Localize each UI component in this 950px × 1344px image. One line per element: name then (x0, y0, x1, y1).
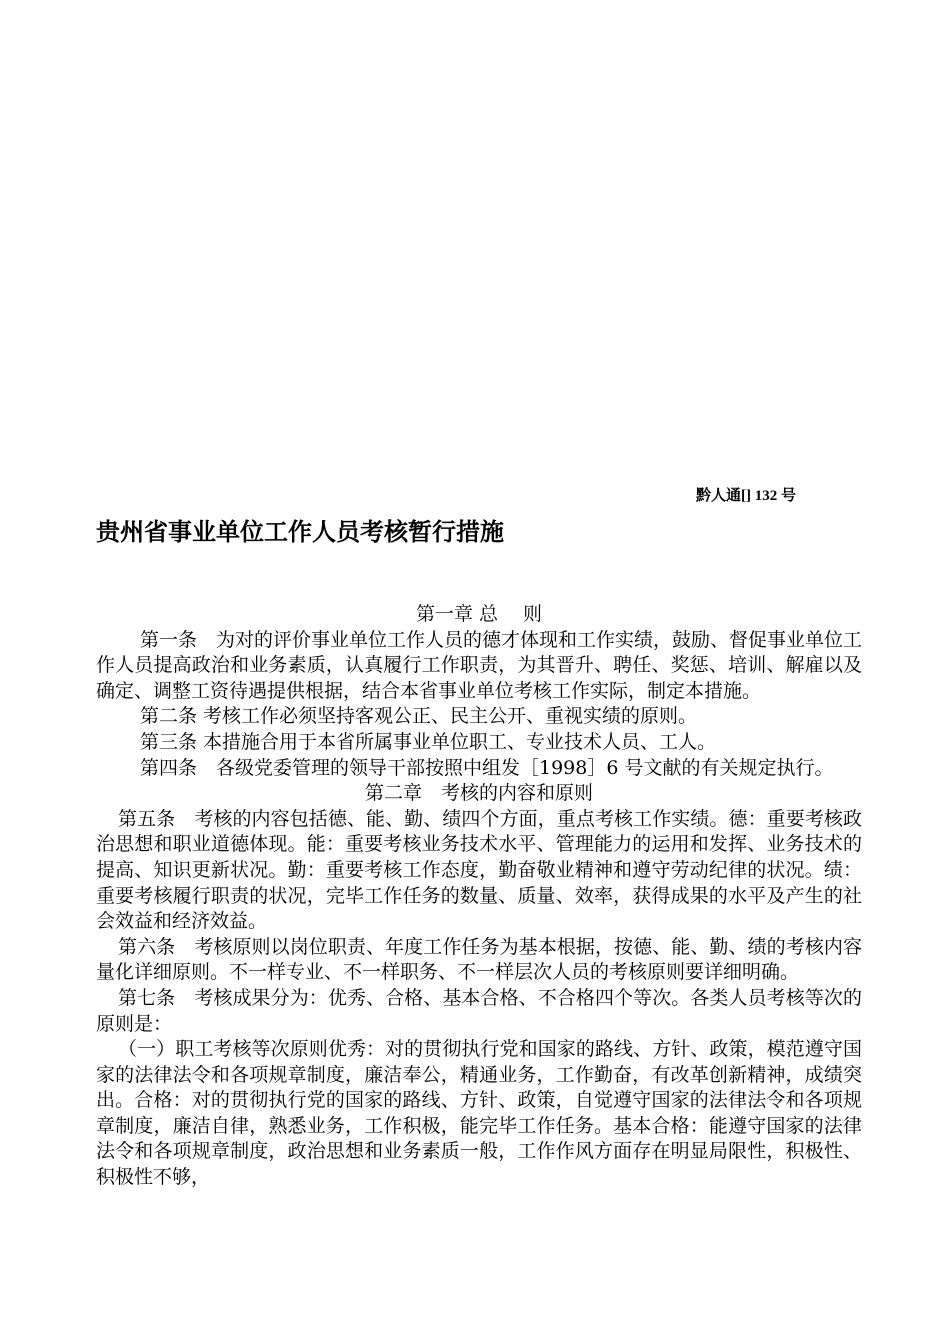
article-3: 第三条 本措施合用于本省所属事业单位职工、专业技术人员、工人。 (140, 730, 717, 753)
document-title: 贵州省事业单位工作人员考核暂行措施 (96, 518, 504, 546)
article-7-item-1: （一）职工考核等次原则优秀：对的贯彻执行党和国家的路线、方针、政策，模范遵守国家的法律法令和各项规章制度，廉洁奉公，精通业务，工作勤奋，有改革创新精神，成绩突出。合格：对的贯彻执行党的国家的路线、方针、政策，自觉遵守国家的法律法令和各项规章制度，廉洁自律，熟悉业务，工作积极，能完毕工作任务。基本合格：能遵守国家的法律法令和各项规章制度，政治思想和业务素质一般，工作作风方面存在明显局限性，积极性、积极性不够， (96, 1038, 862, 1189)
chapter-heading-2: 第二章 考核的内容和原则 (364, 782, 593, 805)
article-1: 第一条 为对的评价事业单位工作人员的德才体现和工作实绩，鼓励、督促事业单位工作人员提高政治和业务素质，认真履行工作职责，为其晋升、聘任、奖惩、培训、解雇以及确定、调整工资待遇提供根据，结合本省事业单位考核工作实际，制定本措施。 (96, 628, 863, 702)
article-2: 第二条 考核工作必须坚持客观公正、民主公开、重视实绩的原则。 (140, 705, 698, 728)
article-6: 第六条 考核原则以岗位职责、年度工作任务为基本根据，按德、能、勤、绩的考核内容量化详细原则。不一样专业、不一样职务、不一样层次人员的考核原则要详细明确。 (96, 935, 862, 984)
article-7: 第七条 考核成果分为：优秀、合格、基本合格、不合格四个等次。各类人员考核等次的原则是： (96, 986, 862, 1035)
article-4: 第四条 各级党委管理的领导干部按照中组发［1998］6 号文献的有关规定执行。 (140, 756, 834, 779)
document-number: 黔人通[] 132 号 (696, 488, 796, 504)
chapter-heading-1: 第一章 总 则 (415, 603, 543, 625)
article-5: 第五条 考核的内容包括德、能、勤、绩四个方面，重点考核工作实绩。德：重要考核政治思想和职业道德体现。能：重要考核业务技术水平、管理能力的运用和发挥、业务技术的提高、知识更新状况。勤：重要考核工作态度，勤奋敬业精神和遵守劳动纪律的状况。绩：重要考核履行职责的状况，完毕工作任务的数量、质量、效率，获得成果的水平及产生的社会效益和经济效益。 (96, 807, 862, 933)
document-body (96, 602, 862, 1191)
